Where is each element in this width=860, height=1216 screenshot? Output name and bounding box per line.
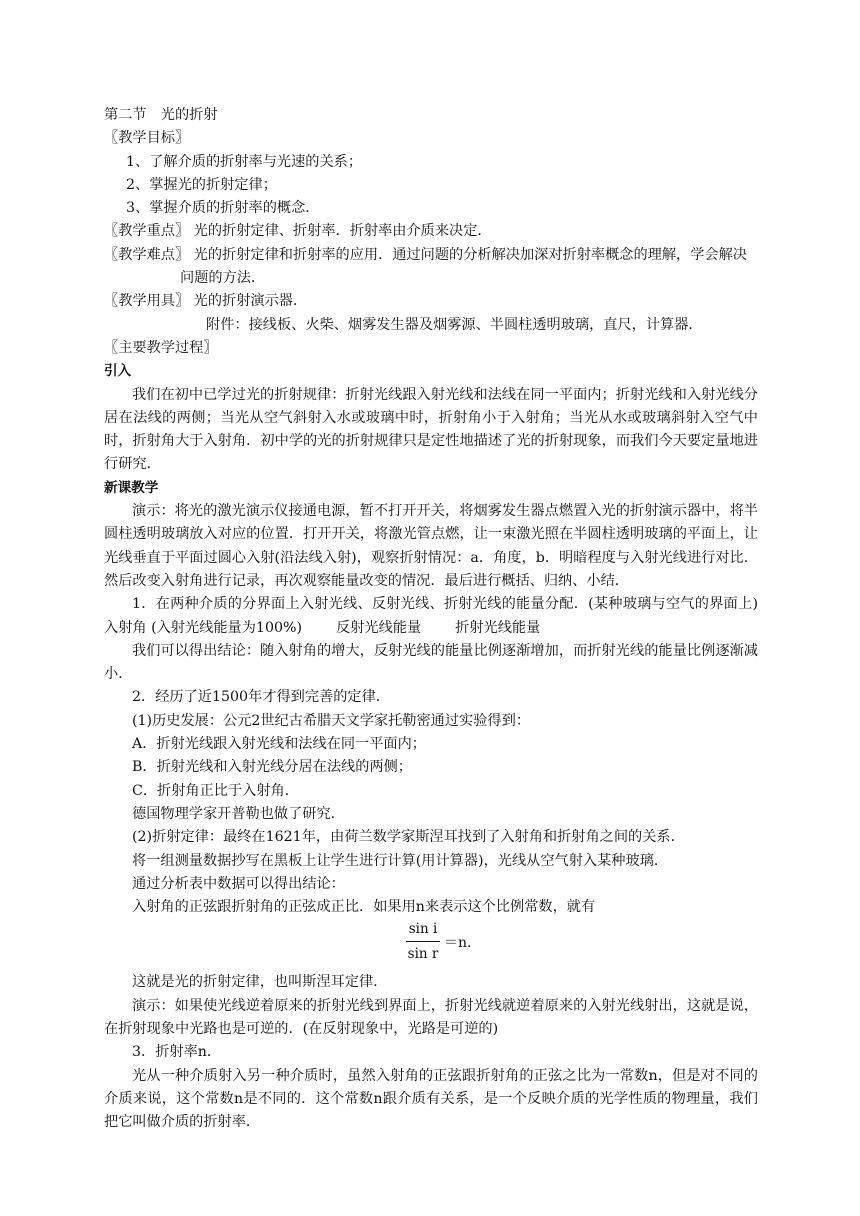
item1-reflect: 反射光线能量 <box>336 619 422 636</box>
reverse-paragraph: 演示：如果使光线逆着原来的折射光线到界面上，折射光线就逆着原来的入射光线射出，这就是说，在折射现象中光路也是可逆的．(在反射现象中，光路是可逆的) <box>104 997 758 1037</box>
law-line: (2)折射定律：最终在1621年，由荷兰数学家斯涅耳找到了入射角和折射角之间的关系． <box>132 829 685 846</box>
intro-paragraph: 我们在初中已学过光的折射规律：折射光线跟入射光线和法线在同一平面内；折射光线和入射光线分居在法线的两侧；当光从空气斜射入水或玻璃中时，折射角小于入射角；当光从水或玻璃斜射入空气中时，折射角大于入射角．初中学的光的折射规律只是定性地描述了光的折射现象，而我们今天要定量地进行研究． <box>104 386 758 473</box>
item2-title: 2．经历了近1500年才得到完善的定律． <box>132 689 390 706</box>
new-lesson-heading: 新课教学 <box>104 479 159 496</box>
history-line: (1)历史发展：公元2世纪古希腊天文学家托勒密通过实验得到： <box>132 712 531 729</box>
formula-rhs: ＝n. <box>444 935 472 952</box>
snell-formula <box>104 919 758 971</box>
objectives-heading: 〖教学目标〗 <box>104 130 190 147</box>
formula-denominator: sin r <box>407 946 439 963</box>
document-page <box>104 104 758 1134</box>
item1-paragraph <box>104 593 758 640</box>
tools: 〖教学用具〗 光的折射演示器． <box>104 293 308 310</box>
snell-line: 这就是光的折射定律，也叫斯涅耳定律． <box>132 974 388 991</box>
ratio-line: 入射角的正弦跟折射角的正弦成正比．如果用n来表示这个比例常数，就有 <box>132 899 596 916</box>
index-paragraph: 光从一种介质射入另一种介质时，虽然入射角的正弦跟折射角的正弦之比为一常数n，但是对不同的介质来说，这个常数n是不同的．这个常数n跟介质有关系，是一个反映介质的光学性质的物理量，我们把它叫做介质的折射率． <box>104 1067 758 1131</box>
difficulties: 〖教学难点〗 光的折射定律和折射率的应用．通过问题的分析解决加深对折射率概念的理解，学会解决问题的方法． <box>104 246 747 287</box>
analysis-line: 通过分析表中数据可以得出结论： <box>132 875 345 892</box>
item3-title: 3．折射率n． <box>132 1044 222 1061</box>
item1-text: 1．在两种介质的分界面上入射光线、反射光线、折射光线的能量分配．(某种玻璃与空气的界面上)入射角 (入射光线能量为100%) <box>104 596 758 636</box>
rule-item: A．折射光线跟入射光线和法线在同一平面内； <box>132 736 426 753</box>
conclusion1-paragraph: 我们可以得出结论：随入射角的增大，反射光线的能量比例逐渐增加，而折射光线的能量比例逐渐减小． <box>104 642 758 683</box>
demo-paragraph: 演示：将光的激光演示仪接通电源，暂不打开开关，将烟雾发生器点燃置入光的折射演示器中，将半圆柱透明玻璃放入对应的位置．打开开关，将激光管点燃，让一束激光照在半圆柱透明玻璃的平面上，让光线垂直于平面过圆心入射(沿法线入射)，观察折射情况：a．角度，b．明暗程度与入射光线进行对比．然后改变入射角进行记录，再次观察能量改变的情况．最后进行概括、归纳、小结． <box>104 503 758 589</box>
objective-item: 2、掌握光的折射定律； <box>126 176 277 193</box>
item1-refract: 折射光线能量 <box>455 619 541 636</box>
formula-fraction <box>406 919 440 964</box>
key-points: 〖教学重点〗 光的折射定律、折射率．折射率由介质来决定． <box>104 223 492 240</box>
rule-item: B．折射光线和入射光线分居在法线的两侧； <box>132 759 412 776</box>
rule-item: C．折射角正比于入射角． <box>132 782 299 799</box>
objective-item: 3、掌握介质的折射率的概念． <box>126 200 320 217</box>
formula-numerator: sin i <box>406 919 440 942</box>
data-line: 将一组测量数据抄写在黑板上让学生进行计算(用计算器)，光线从空气射入某种玻璃． <box>132 852 669 869</box>
process-heading: 〖主要教学过程〗 <box>104 339 218 356</box>
section-title: 第二节 光的折射 <box>104 107 218 123</box>
kepler-line: 德国物理学家开普勒也做了研究． <box>132 805 345 822</box>
attachments: 附件：接线板、火柴、烟雾发生器及烟雾源、半圆柱透明玻璃，直尺，计算器． <box>206 316 703 333</box>
intro-heading: 引入 <box>104 363 132 380</box>
objective-item: 1、了解介质的折射率与光速的关系； <box>126 153 363 170</box>
